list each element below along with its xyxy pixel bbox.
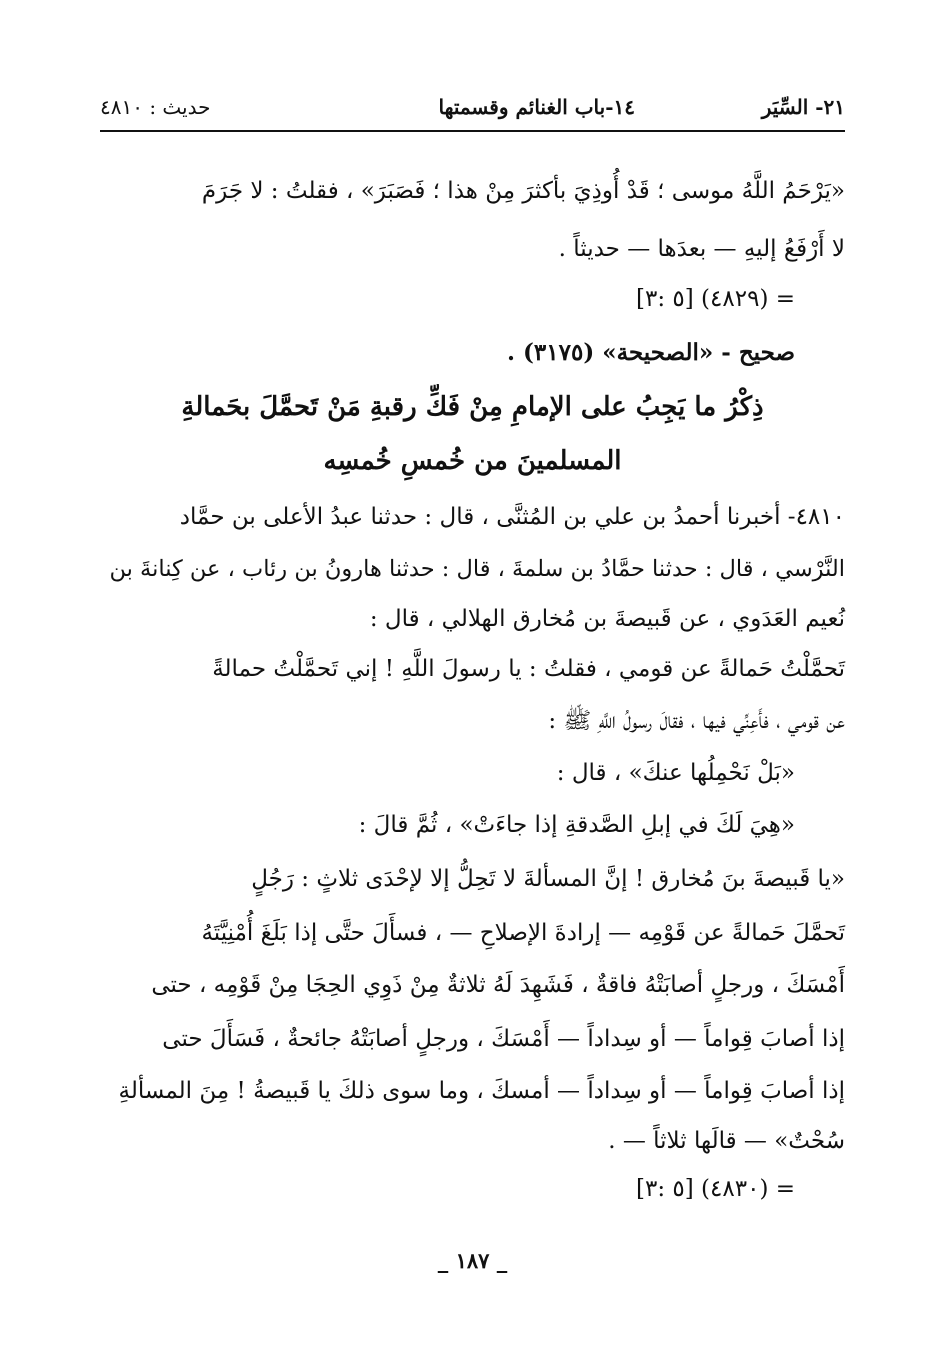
body-line: النَّرْسي ، قال : حدثنا حمَّادُ بن سلمةَ ، قال : حدثنا هارونُ بن رئاب ، عن كِنانةَ بن xyxy=(109,556,845,582)
body-line: سُحْتٌ» — قالَها ثلاثاً — . xyxy=(608,1128,845,1154)
chapter-title: ٢١- السِّيَر xyxy=(761,95,845,119)
chapter-heading-line1: ذِكْرُ ما يَجِبُ على الإمامِ مِنْ فَكِّ رقبةِ مَنْ تَحمَّلَ بحَمالةِ xyxy=(181,392,764,422)
body-line: عن قومي ، فأَعِنِّي فيها ، فقالَ رسولُ اللَّهِ ﷺ : xyxy=(548,708,845,734)
section-title: ١٤-باب الغنائم وقسمتها xyxy=(438,95,635,119)
body-line: إذا أصابَ قِواماً — أو سِداداً — أمسكَ ، وما سوى ذلكَ يا قَبيصةُ ! مِنَ المسألةِ xyxy=(118,1078,845,1104)
body-line: تَحمَّلْتُ حَمالةً عن قومي ، فقلتُ : يا رسولَ اللَّهِ ! إني تَحمَّلْتُ حمالةً xyxy=(212,656,845,682)
body-line: «بَلْ نَحْمِلُها عنكَ» ، قال : xyxy=(556,760,795,786)
body-line: ٤٨١٠- أخبرنا أحمدُ بن علي بن المُثنَّى ، قال : حدثنا عبدُ الأعلى بن حمَّاد xyxy=(179,504,845,530)
body-line: «هِيَ لَكَ في إبلِ الصَّدقةِ إذا جاءَتْ» ، ثُمَّ قالَ : xyxy=(358,812,795,838)
reference-line: = (٤٨٢٩) [٥ :٣] xyxy=(635,286,795,312)
header-divider xyxy=(100,130,845,132)
chapter-heading-line2: المسلمينَ من خُمسِ خُمسِه xyxy=(323,446,622,476)
running-header xyxy=(100,95,845,125)
page-number: _ ١٨٧ _ xyxy=(437,1248,508,1273)
body-line: إذا أصابَ قِواماً — أو سِداداً — أَمْسَكَ ، ورجلٍ أصابَتْهُ جائحةٌ ، فَسَأَلَ حتى xyxy=(162,1026,845,1052)
body-line: «يا قَبيصةَ بنَ مُخارق ! إنَّ المسألةَ لا تَحِلُّ إلا لإحْدَى ثلاثٍ : رَجُلٍ xyxy=(251,866,845,892)
authenticity-grade: صحيح - «الصحيحة» (٣١٧٥) . xyxy=(507,339,795,366)
text-line: «يَرْحَمُ اللَّهُ موسى ؛ قَدْ أُوذِيَ بأكثرَ مِنْ هذا ؛ فَصَبَرَ» ، فقلتُ : لا جَرَمَ xyxy=(201,178,845,204)
hadith-reference: حديث : ٤٨١٠ xyxy=(100,95,211,119)
reference-line: = (٤٨٣٠) [٥ :٣] xyxy=(635,1176,795,1202)
text-line: لا أَرْفَعُ إليهِ — بعدَها — حديثاً . xyxy=(558,236,845,262)
body-line: أَمْسَكَ ، ورجلٍ أصابَتْهُ فاقةٌ ، فَشَهِدَ لَهُ ثلاثةٌ مِنْ ذَوِي الحِجَا مِنْ قَوْمِه ، حتى xyxy=(151,972,845,998)
body-line: تَحمَّلَ حَمالةً عن قَوْمِه — إرادةَ الإصلاحِ — ، فسأَلَ حتَّى إذا بَلَغَ أُمْنِيَّتَهُ xyxy=(201,920,845,946)
body-line: نُعيم العَدَوي ، عن قَبيصةَ بن مُخارق الهلالي ، قال : xyxy=(369,606,845,632)
